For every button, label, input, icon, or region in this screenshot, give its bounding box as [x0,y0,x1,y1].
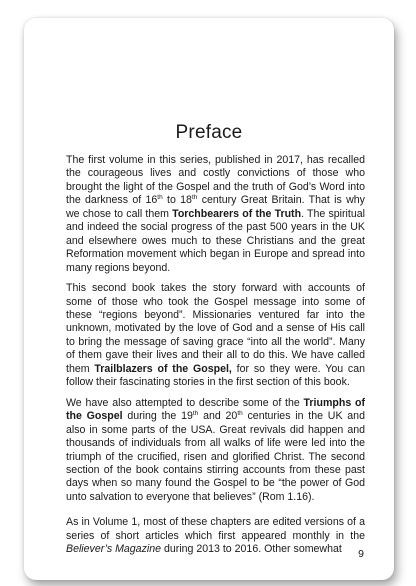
paragraph-3-text-d: centuries in the UK and also in some parts of the USA. Great revivals did happen and thousands of individuals from all walks of life were led into the triumph of the crucified, risen and glorified Christ. The second section of the book contains stirring accounts from these past days when so many found the Gospel to be “the power of God unto salvation to everyone that believes” (Rom 1.16). [66,410,365,503]
paragraph-1-text-a: The first volume in this series, published in 2017, has recalled the courageous lives and costly convictions of those who brought the light of the Gospel and the truth of God’s Word into the darkness of 16 [66,154,365,207]
paragraph-4 [66,516,365,556]
paragraph-3 [66,397,365,505]
superscript-th: th [157,194,163,202]
bold-phrase-triumphs: Triumphs of the Gospel [66,396,365,423]
paragraph-3-text-a: We have also attempted to describe some of the [66,396,304,409]
superscript-th: th [191,194,198,202]
bold-phrase-trailblazers: Trailblazers of the Gospel, [94,362,232,375]
paragraph-4-text-a: As in Volume 1, most of these chapters are edited versions of a series of short articles which first appeared monthly in the [66,516,365,542]
paragraph-2-text-b: for so they were. You can follow their fascinating stories in the first section of this book. [66,362,365,389]
paragraph-1-text-b: to 18 [162,194,192,207]
superscript-th: th [192,410,199,418]
bold-phrase-torchbearers: Torchbearers of the Truth [172,207,302,220]
paragraph-4-text-b: during 2013 to 2016. Other somewhat [161,543,342,556]
superscript-th: th [237,410,243,418]
italic-magazine-title: Believer’s Magazine [66,543,162,556]
book-page [24,18,394,580]
paragraph-1 [66,154,365,275]
paragraph-2-text-a: This second book takes the story forward with accounts of some of those who took the Gospel message into some of these “regions beyond”. Missionaries ventured far into the unknown, motivated by the love of God and a sense of His call to bring the message of saving grace “into all the world”. Many of them gave their lives and their all to do this. We have called them [66,282,365,375]
paragraph-2 [66,282,365,390]
page-number: 9 [358,548,364,560]
paragraph-1-text-d: . The spiritual and indeed the social progress of the past 500 years in the UK and elsewhere owes much to these Christians and the great Reformation movement which began in Europe and spread into many regions beyond. [66,207,365,274]
page-title: Preface [175,122,243,143]
paragraph-3-text-c: and 20 [198,410,238,423]
paragraph-3-text-b: during the 19 [122,410,193,423]
preface-body [66,154,365,564]
paragraph-1-text-c: century Great Britain. That is why we chose to call them [66,194,365,220]
